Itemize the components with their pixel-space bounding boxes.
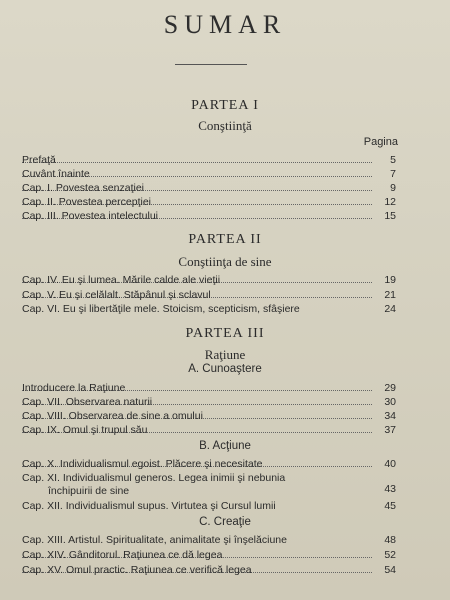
entry-page: 24 <box>384 303 396 315</box>
entry-text: Introducere la Raţiune <box>22 382 126 394</box>
page-title: SUMAR <box>163 10 287 39</box>
entry-text: Cap. IX. Omul şi trupul său <box>22 424 148 436</box>
entry-page: 19 <box>384 274 396 286</box>
entry-text: Cap. XV. Omul practic. Raţiunea ce verifică legea <box>22 564 252 576</box>
toc-entry <box>22 210 396 223</box>
leader-dots <box>22 162 372 163</box>
entry-page: 45 <box>384 500 396 512</box>
entry-page: 29 <box>384 382 396 394</box>
toc-entry <box>22 196 396 209</box>
toc-entry <box>22 382 396 395</box>
section-a-heading: A. Cunoaştere <box>188 363 262 375</box>
entry-page: 37 <box>384 424 396 436</box>
entry-page: 30 <box>384 396 396 408</box>
entry-text: Cap. VIII. Observarea de sine a omului <box>22 410 203 422</box>
toc-entry <box>22 154 396 167</box>
entry-text: Cap. VII. Observarea naturii <box>22 396 153 408</box>
entry-page: 43 <box>384 483 396 495</box>
entry-page: 9 <box>390 182 396 194</box>
entry-page: 5 <box>390 154 396 166</box>
entry-text: Prefaţă <box>22 154 56 166</box>
toc-entry <box>22 564 396 577</box>
toc-entry <box>22 182 396 195</box>
entry-text: Cap. X. Individualismul egoist. Plăcere şi necesitate <box>22 458 263 470</box>
toc-entry <box>22 289 396 302</box>
part-3-heading: PARTEA III <box>185 326 265 341</box>
entry-page: 34 <box>384 410 396 422</box>
entry-page: 48 <box>384 534 396 546</box>
toc-entry <box>22 458 396 471</box>
toc-entry-multiline <box>22 472 396 498</box>
toc-entry <box>22 410 396 423</box>
entry-text: Cap. VI. Eu şi libertăţile mele. Stoicism, scepticism, sfâşiere <box>22 303 300 315</box>
entry-page: 7 <box>390 168 396 180</box>
entry-page: 12 <box>384 196 396 208</box>
entry-text: Cap. I. Povestea senzaţiei <box>22 182 144 194</box>
toc-entry <box>22 274 396 287</box>
section-b-heading: B. Acţiune <box>199 440 251 452</box>
pagina-label: Pagina <box>363 136 398 148</box>
entry-page: 15 <box>384 210 396 222</box>
toc-entry <box>22 424 396 437</box>
part-3-subtitle: Raţiune <box>204 347 246 362</box>
entry-page: 40 <box>384 458 396 470</box>
entry-text: Cap. II. Povestea percepţiei <box>22 196 151 208</box>
toc-entry <box>22 534 396 547</box>
entry-text: Cap. XI. Individualismul generos. Legea inimii şi nebunia <box>22 472 286 484</box>
entry-text: Cap. XII. Individualismul supus. Virtutea şi Cursul lumii <box>22 500 276 512</box>
entry-text: Cap. III. Povestea intelectului <box>22 210 158 222</box>
part-2-heading: PARTEA II <box>188 232 262 247</box>
toc-entry <box>22 500 396 513</box>
part-2-subtitle: Conştiinţa de sine <box>178 254 272 269</box>
section-c-heading: C. Creaţie <box>199 516 251 528</box>
title-rule <box>175 64 247 65</box>
entry-text: Cap. IV. Eu şi lumea. Mările calde ale vieţii <box>22 274 221 286</box>
entry-text: Cap. V. Eu şi celălalt. Stăpânul şi sclavul <box>22 289 211 301</box>
part-1-subtitle: Conştiinţă <box>198 118 252 133</box>
entry-text: Cap. XIV. Gânditorul. Raţiunea ce dă legea <box>22 549 223 561</box>
entry-page: 54 <box>384 564 396 576</box>
entry-page: 52 <box>384 549 396 561</box>
entry-text: Cap. XIII. Artistul. Spiritualitate, animalitate şi înşelăciune <box>22 534 287 546</box>
entry-page: 21 <box>384 289 396 301</box>
toc-entry <box>22 396 396 409</box>
toc-entry <box>22 303 396 316</box>
part-1-heading: PARTEA I <box>191 98 259 113</box>
entry-text: Cuvânt înainte <box>22 168 90 180</box>
toc-entry <box>22 168 396 181</box>
entry-text-continued: închipuirii de sine <box>48 485 130 497</box>
toc-entry <box>22 549 396 562</box>
